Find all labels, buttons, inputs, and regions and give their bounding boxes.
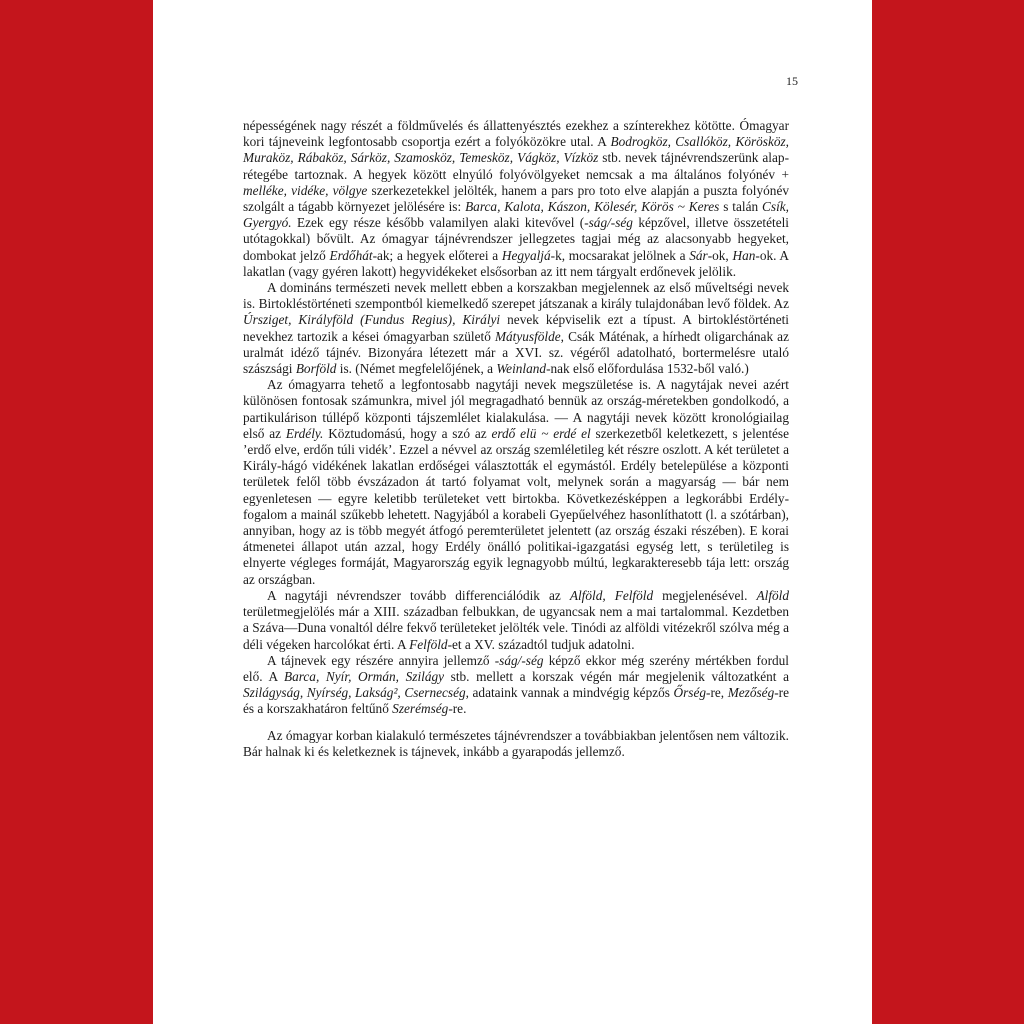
text-run: nevek képviselik ezt a típust. A birtokléstörténeti nevekhez tartozik a kései ómagyarban születő (243, 312, 789, 344)
paragraph (243, 588, 789, 653)
italic-term: Erdély. (285, 425, 324, 441)
page-number: 15 (786, 74, 798, 88)
italic-term: Mezőség (727, 685, 775, 701)
italic-term: Alföld, Felföld (569, 587, 654, 603)
text-run: népességének nagy részét a földművelés és állattenyésztés ezekhez a színterekhez kötötte. Ómagyar kori tájneveink legfontosabb csoportja ezért a folyóközökre utal. A (243, 118, 789, 150)
italic-term: Mátyusfölde (494, 328, 561, 344)
paragraph (243, 280, 789, 377)
italic-term: Csík, Gyergyó. (243, 199, 789, 231)
text-run: A tájnevek egy részére annyira jellemző (267, 652, 495, 668)
italic-term: Borföld (295, 361, 337, 377)
text-run: stb. mellett a korszak végén már megjelenik változatként a (444, 668, 790, 684)
italic-term: Weinland (496, 361, 547, 377)
italic-term: -ság/-ség (494, 652, 544, 668)
text-run: A nagytáji névrendszer tovább differenciálódik az (267, 587, 570, 603)
text-run: Köztudomású, hogy a szó az (323, 425, 492, 441)
text-run: Az ómagyarra tehető a legfontosabb nagytáji nevek megszületése is. A nagytájak nevei azért különösen fontosak számunkra, mivel jól megragadható bennük az ország-méretekben gondolkodó, a partikulárison túllépő központi tájszemlélet kialakulása. — A nagytáji nevek között kronológiailag első az (243, 377, 789, 441)
text-run: A domináns természeti nevek mellett ebben a korszakban megjelennek az első műveltségi nevek is. Birtokléstörténeti szempontból kiemelkedő szerepet játszanak a király tulajdonában levő földek. Az (243, 280, 789, 312)
text-run: s talán (719, 199, 763, 215)
italic-term: Szilágyság, Nyírség, Lakság², Csernecség (243, 685, 466, 701)
text-run: -re és a korszakhatáron feltűnő (243, 685, 789, 717)
paragraph (243, 653, 789, 718)
paragraph (243, 728, 789, 760)
text-run: képzővel, illetve összetételi utótagokkal) bővült. Az ómagyar tájnévrendszer jellegzetes tagjai még az alacsonyabb hegyeket, dombokat jelző (243, 215, 790, 263)
italic-term: Hegyaljá (501, 247, 551, 263)
text-run: is. (Német megfelelőjének, a (336, 361, 497, 377)
italic-term: Alföld (756, 587, 790, 603)
italic-term: Bodrogköz, Csallóköz, Körösköz, Muraköz, Rábaköz, Sárköz, Szamosköz, Temesköz, Vágköz, Vízköz (243, 134, 790, 166)
text-run: stb. nevek tájnévrendszerünk alaprétegébe tartoznak. A hegyek között elnyúló folyóvölgyeket nemcsak a ma általános folyónév + (243, 150, 789, 182)
book-page (153, 0, 872, 1024)
text-run: -nak első előfordulása 1532-ből való.) (546, 361, 749, 377)
italic-term: Barca, Nyír, Ormán, Szilágy (283, 668, 445, 684)
italic-term: Úrsziget, Királyföld (Fundus Regius), Királyi (243, 312, 501, 328)
italic-term: Han (732, 247, 756, 263)
text-run: Az ómagyar korban kialakuló természetes tájnévrendszer a továbbiakban jelentősen nem változik. Bár halnak ki és keletkeznek is tájnevek, inkább a gyarapodás jellemző. (243, 727, 789, 759)
text-run: megjelenésével. (653, 587, 757, 603)
italic-term: -ság/-ség (584, 215, 633, 231)
text-run: -ok, (707, 247, 733, 263)
text-run: képző ekkor még szerény mértékben fordul elő. A (243, 652, 789, 684)
text-run: területmegjelölés már a XIII. században felbukkan, de ugyancsak nem a mai tartalommal. Kezdetben a Száva—Duna vonaltól délre fekvő területeket jelölték vele. Tinódi az alföldi vitézekről szólva még a déli végeken harcolókat érti. A (243, 604, 789, 652)
italic-term: Barca, Kalota, Kászon, Kölesér, Körös ~ Keres (465, 199, 720, 215)
italic-term: Sár (689, 247, 708, 263)
italic-term: Felföld (409, 636, 448, 652)
paragraph (243, 377, 789, 588)
italic-term: Szerémség (392, 701, 449, 717)
body-text (243, 118, 789, 760)
text-run: -re, (706, 685, 728, 701)
text-run: -ok. A lakatlan (vagy gyéren lakott) hegyvidékeket elsősorban az itt nem tárgyalt erdőnevek jelölik. (243, 247, 790, 279)
text-run: , Csák Máténak, a hírhedt oligarchának az uralmát idéző tájnév. Bizonyára létezett már a XVI. sz. végéről adatolható, bortermelésre utaló szászsági (243, 328, 789, 377)
paragraph (243, 118, 789, 280)
text-run: -et a XV. századtól tudjuk adatolni. (447, 636, 635, 652)
italic-term: Erdőhát (329, 247, 373, 263)
italic-term: Őrség (673, 685, 707, 701)
text-run: Ezek egy része később valamilyen alaki kitevővel ( (291, 215, 585, 231)
text-run: -re. (448, 701, 467, 717)
italic-term: melléke, vidéke, völgye (243, 182, 368, 198)
text-run: szerkezetből keletkezett, s jelentése ’erdő elve, erdőn túli vidék’. Ezzel a névvel az ország szemléletileg két részre oszlott. A két területet a Király-hágó vidékének lakatlan erdőségei választották el egymástól. Erdély betelepülése a központi területek felől több évszázadon át tartó folyamat volt, melynek során a magyarság — bár nem egyenletesen — egyre keletibb területeket vett birtokba. Következésképpen a legkorábbi Erdély-fogalom a mainál szűkebb lehetett. Nagyjából a korabeli Gyepűelvéhez hasonlíthatott (l. a szótárban), annyiban, hogy az is több megyét átfogó peremterületet jelentett (az ország északi részében). E korai átmenetei állapot után azzal, hogy Erdély önálló politikai-igazgatási egység lett, s területileg is elnyerte végleges formáját, Magyarország egyik legnagyobb múltú, legkarakteresebb tája lett: ország az országban. (243, 425, 790, 587)
italic-term: erdő elü ~ erdé el (491, 425, 591, 441)
text-run: , adataink vannak a mindvégig képzős (465, 685, 674, 701)
text-run: -ak; a hegyek előterei a (372, 247, 502, 263)
text-run: -k, mocsarakat jelölnek a (550, 247, 690, 263)
text-run: szerkezetekkel jelölték, hanem a pars pro toto elve alapján a puszta folyónév szolgált a tágabb környezet jelölésére is: (243, 182, 789, 215)
